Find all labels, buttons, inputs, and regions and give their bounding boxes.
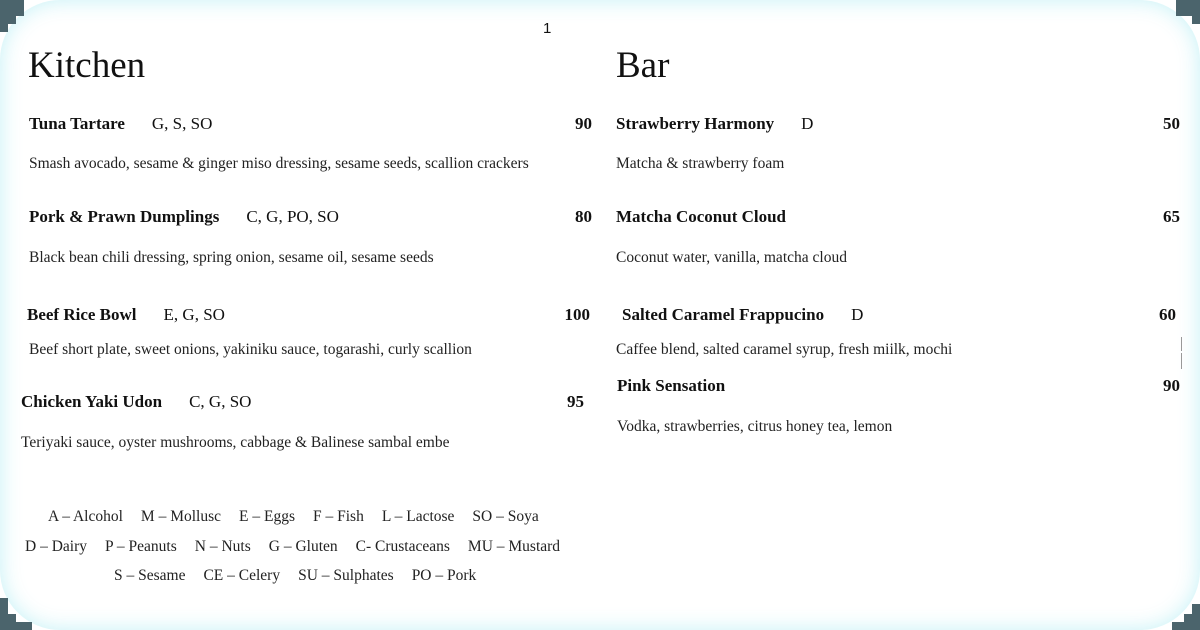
item-description: Matcha & strawberry foam — [616, 155, 785, 172]
legend-entry: L – Lactose — [381, 508, 455, 525]
legend-entry: A – Alcohol — [48, 508, 123, 525]
legend-entry: C- Crustaceans — [355, 538, 450, 555]
item-allergens: C, G, SO — [189, 392, 252, 411]
menu-item-chicken-yaki-udon — [21, 392, 251, 412]
item-name: Matcha Coconut Cloud — [616, 207, 787, 226]
item-price: 95 — [567, 392, 584, 411]
item-description: Black bean chili dressing, spring onion, sesame oil, sesame seeds — [29, 249, 434, 266]
item-price: 100 — [564, 305, 590, 324]
legend-entry: MU – Mustard — [467, 538, 561, 555]
menu-item-pork-prawn-dumplings — [29, 207, 339, 227]
text-cursor-artifact — [1181, 337, 1182, 351]
menu-item-matcha-coconut-cloud — [616, 207, 786, 227]
menu-item-salted-caramel-frappucino — [622, 305, 863, 325]
legend-entry: P – Peanuts — [105, 538, 177, 555]
item-name: Beef Rice Bowl — [27, 305, 137, 324]
legend-entry: F – Fish — [312, 508, 364, 525]
menu-item-beef-rice-bowl — [27, 305, 225, 325]
item-price: 50 — [1163, 114, 1180, 133]
bar-section-title: Bar — [616, 45, 670, 86]
item-description: Beef short plate, sweet onions, yakiniku sauce, togarashi, curly scallion — [29, 341, 472, 358]
kitchen-section-title: Kitchen — [28, 45, 146, 86]
item-name: Salted Caramel Frappucino — [622, 305, 825, 324]
legend-entry: N – Nuts — [194, 538, 251, 555]
allergen-legend-row-3 — [114, 567, 476, 585]
item-price: 60 — [1159, 305, 1176, 324]
legend-entry: SU – Sulphates — [298, 567, 394, 584]
item-allergens: D — [801, 114, 814, 133]
item-name: Tuna Tartare — [29, 114, 125, 133]
page-number: 1 — [543, 20, 552, 37]
item-description: Caffee blend, salted caramel syrup, fresh miilk, mochi — [616, 341, 953, 358]
item-allergens: C, G, PO, SO — [246, 207, 339, 226]
legend-entry: SO – Soya — [472, 508, 539, 525]
legend-entry: E – Eggs — [239, 508, 295, 525]
allergen-legend-row-2 — [25, 538, 560, 556]
item-name: Pink Sensation — [617, 376, 726, 395]
menu-item-pink-sensation — [617, 376, 725, 396]
allergen-legend-row-1 — [48, 508, 539, 526]
item-name: Chicken Yaki Udon — [21, 392, 163, 411]
legend-entry: PO – Pork — [411, 567, 477, 584]
item-name: Pork & Prawn Dumplings — [29, 207, 220, 226]
item-allergens: D — [851, 305, 864, 324]
text-cursor-artifact — [1181, 353, 1182, 369]
menu-item-strawberry-harmony — [616, 114, 813, 134]
item-price: 90 — [575, 114, 592, 133]
item-description: Smash avocado, sesame & ginger miso dressing, sesame seeds, scallion crackers — [29, 155, 529, 172]
item-description: Coconut water, vanilla, matcha cloud — [616, 249, 847, 266]
item-price: 65 — [1163, 207, 1180, 226]
legend-entry: D – Dairy — [25, 538, 87, 555]
menu-item-tuna-tartare — [29, 114, 212, 134]
item-name: Strawberry Harmony — [616, 114, 775, 133]
corner-ornament-top-left — [0, 0, 32, 32]
corner-ornament-top-right — [1168, 0, 1200, 32]
item-allergens: E, G, SO — [163, 305, 225, 324]
legend-entry: G – Gluten — [268, 538, 338, 555]
item-description: Teriyaki sauce, oyster mushrooms, cabbage & Balinese sambal embe — [21, 434, 450, 451]
item-price: 80 — [575, 207, 592, 226]
item-allergens: G, S, SO — [151, 114, 213, 133]
item-price: 90 — [1163, 376, 1180, 395]
corner-ornament-bottom-left — [0, 598, 32, 630]
corner-ornament-bottom-right — [1168, 598, 1200, 630]
legend-entry: CE – Celery — [203, 567, 281, 584]
legend-entry: S – Sesame — [114, 567, 186, 584]
legend-entry: M – Mollusc — [140, 508, 222, 525]
item-description: Vodka, strawberries, citrus honey tea, lemon — [617, 418, 893, 435]
